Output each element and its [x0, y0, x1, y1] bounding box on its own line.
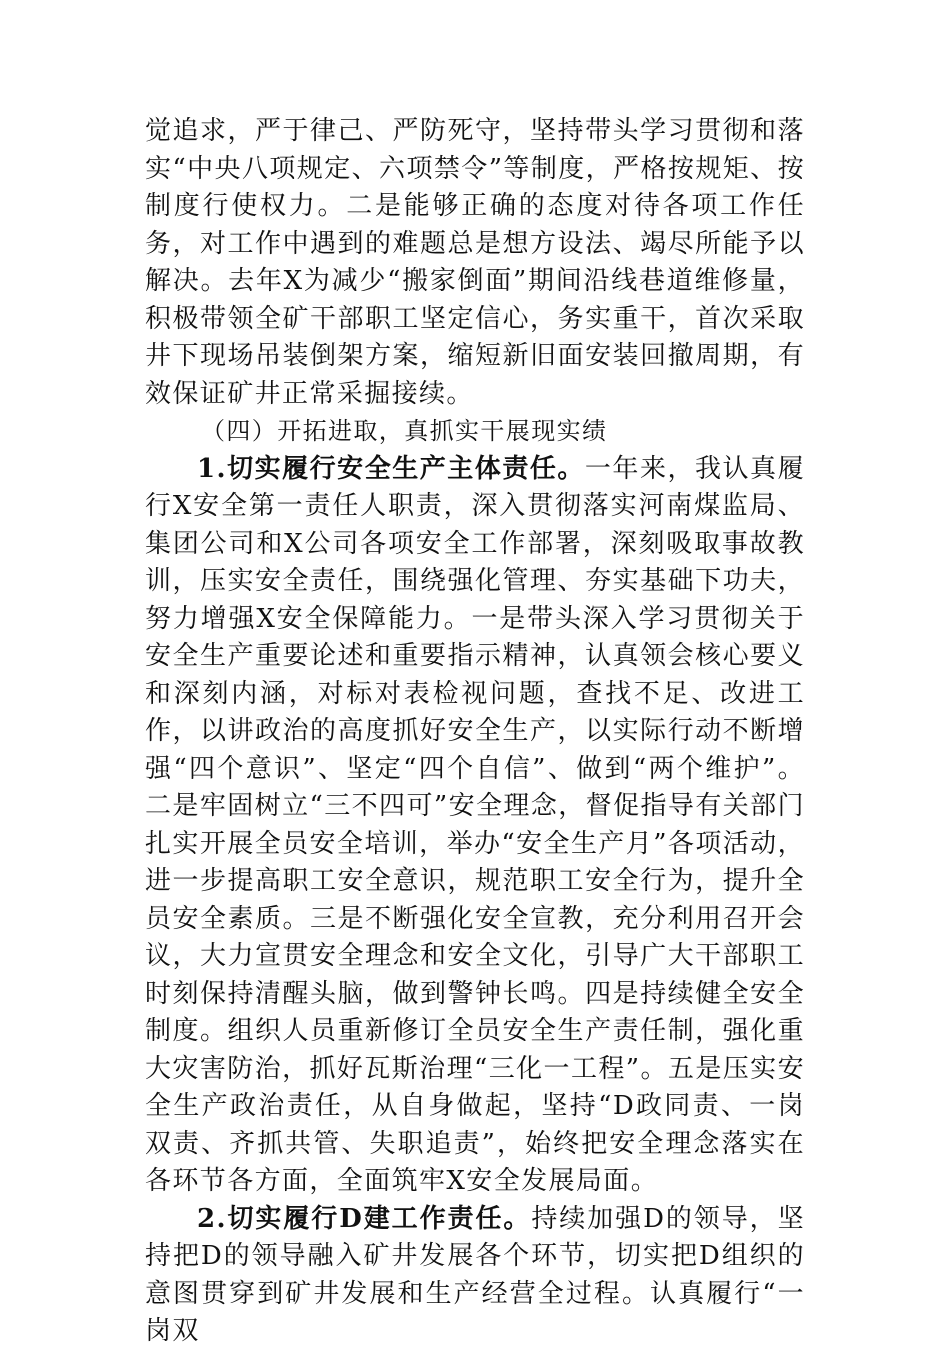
paragraph-discipline	[145, 113, 805, 413]
paragraph-text: 觉追求，严于律己、严防死守，坚持带头学习贯彻和落实“中央八项规定、六项禁令”等制度，严格按规矩、按制度行使权力。二是能够正确的态度对待各项工作任务，对工作中遇到的难题总是想方设法、竭尽所能予以解决。去年X为减少“搬家倒面”期间沿线巷道维修量，积极带领全矿干部职工坚定信心，务实重干，首次采取井下现场吊装倒架方案，缩短新旧面安装回撤周期，有效保证矿井正常采掘接续。	[145, 116, 805, 409]
paragraph-text: 持续加强D的领导，坚持把D的领导融入矿井发展各个环节，切实把D组织的意图贯穿到矿井发展和生产经营全过程。认真履行“一岗双	[145, 1203, 805, 1346]
paragraph-lead: 1.切实履行安全生产主体责任。	[197, 453, 585, 484]
paragraph-lead: 2.切实履行D建工作责任。	[197, 1203, 532, 1234]
document-page	[145, 113, 805, 1351]
paragraph-party-building-responsibility	[145, 1201, 805, 1351]
paragraph-safety-responsibility	[145, 451, 805, 1201]
paragraph-text: 一年来，我认真履行X安全第一责任人职责，深入贯彻落实河南煤监局、集团公司和X公司各项安全工作部署，深刻吸取事故教训，压实安全责任，围绕强化管理、夯实基础下功夫，努力增强X安全保障能力。一是带头深入学习贯彻关于安全生产重要论述和重要指示精神，认真领会核心要义和深刻内涵，对标对表检视问题，查找不足、改进工作，以讲政治的高度抓好安全生产，以实际行动不断增强“四个意识”、坚定“四个自信”、做到“两个维护”。二是牢固树立“三不四可”安全理念，督促指导有关部门扎实开展全员安全培训，举办“安全生产月”各项活动，进一步提高职工安全意识，规范职工安全行为，提升全员安全素质。三是不断强化安全宣教，充分利用召开会议，大力宣贯安全理念和安全文化，引导广大干部职工时刻保持清醒头脑，做到警钟长鸣。四是持续健全安全制度。组织人员重新修订全员安全生产责任制，强化重大灾害防治，抓好瓦斯治理“三化一工程”。五是压实安全生产政治责任，从自身做起，坚持“D政同责、一岗双责、齐抓共管、失职追责”，始终把安全理念落实在各环节各方面，全面筑牢X安全发展局面。	[145, 453, 805, 1196]
section-heading: （四）开拓进取，真抓实干展现实绩	[201, 417, 608, 445]
